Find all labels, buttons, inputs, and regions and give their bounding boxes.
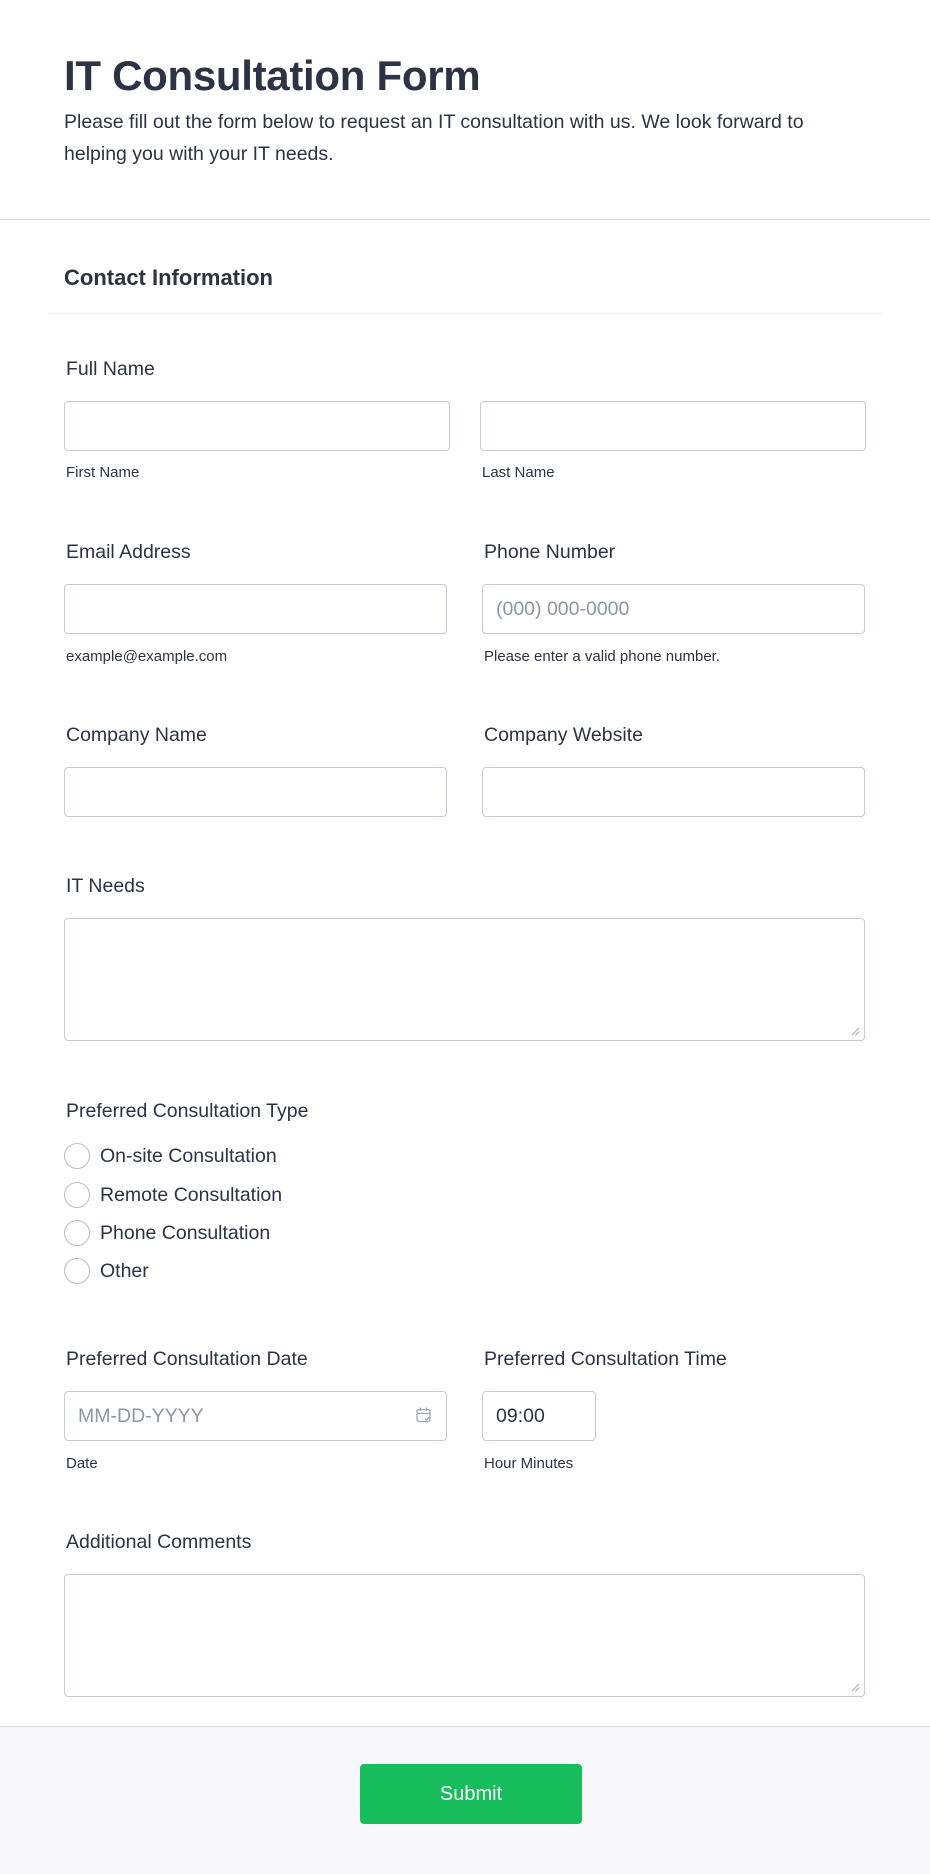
company-name-input[interactable] xyxy=(64,767,447,817)
resize-grip-icon[interactable] xyxy=(850,1682,860,1692)
calendar-icon[interactable] xyxy=(415,1406,433,1424)
resize-grip-icon[interactable] xyxy=(850,1026,860,1036)
email-input[interactable] xyxy=(64,584,447,634)
first-name-sublabel: First Name xyxy=(66,464,140,481)
radio-option-onsite[interactable] xyxy=(64,1143,277,1169)
it-needs-label: IT Needs xyxy=(66,875,145,897)
radio-button[interactable] xyxy=(64,1258,90,1284)
radio-button[interactable] xyxy=(64,1143,90,1169)
radio-option-other[interactable] xyxy=(64,1258,149,1284)
date-sublabel: Date xyxy=(66,1455,98,1472)
last-name-input[interactable] xyxy=(480,401,866,451)
comments-label: Additional Comments xyxy=(66,1531,252,1553)
radio-label: Phone Consultation xyxy=(100,1221,271,1244)
submit-button[interactable]: Submit xyxy=(360,1764,582,1824)
form-body xyxy=(0,221,930,1726)
email-sublabel: example@example.com xyxy=(66,648,228,665)
time-sublabel: Hour Minutes xyxy=(484,1455,574,1472)
consultation-date-label: Preferred Consultation Date xyxy=(66,1348,308,1370)
radio-option-remote[interactable] xyxy=(64,1182,282,1208)
company-website-label: Company Website xyxy=(484,724,643,746)
it-needs-textarea[interactable] xyxy=(64,918,865,1041)
radio-label: On-site Consultation xyxy=(100,1144,277,1167)
section-divider xyxy=(48,313,882,314)
company-name-label: Company Name xyxy=(66,724,207,746)
radio-label: Remote Consultation xyxy=(100,1183,283,1206)
section-title: Contact Information xyxy=(64,265,273,290)
radio-option-phone[interactable] xyxy=(64,1220,270,1246)
radio-button[interactable] xyxy=(64,1220,90,1246)
consultation-time-label: Preferred Consultation Time xyxy=(484,1348,727,1370)
date-input[interactable] xyxy=(64,1391,447,1441)
last-name-sublabel: Last Name xyxy=(482,464,555,481)
form-footer xyxy=(0,1726,930,1874)
full-name-label: Full Name xyxy=(66,358,155,380)
phone-label: Phone Number xyxy=(484,541,616,563)
form-title: IT Consultation Form xyxy=(64,52,481,99)
date-field xyxy=(64,1391,447,1441)
form-description: Please fill out the form below to request an IT consultation with us. We look forward to helping you with your IT needs. xyxy=(64,111,804,165)
first-name-input[interactable] xyxy=(64,401,450,451)
radio-button[interactable] xyxy=(64,1182,90,1208)
consultation-type-label: Preferred Consultation Type xyxy=(66,1100,309,1122)
company-website-input[interactable] xyxy=(482,767,865,817)
form-header xyxy=(0,0,930,220)
comments-textarea[interactable] xyxy=(64,1574,865,1697)
radio-label: Other xyxy=(100,1259,149,1282)
phone-input[interactable] xyxy=(482,584,865,634)
phone-sublabel: Please enter a valid phone number. xyxy=(484,648,720,665)
time-input[interactable] xyxy=(482,1391,596,1441)
email-label: Email Address xyxy=(66,541,191,563)
